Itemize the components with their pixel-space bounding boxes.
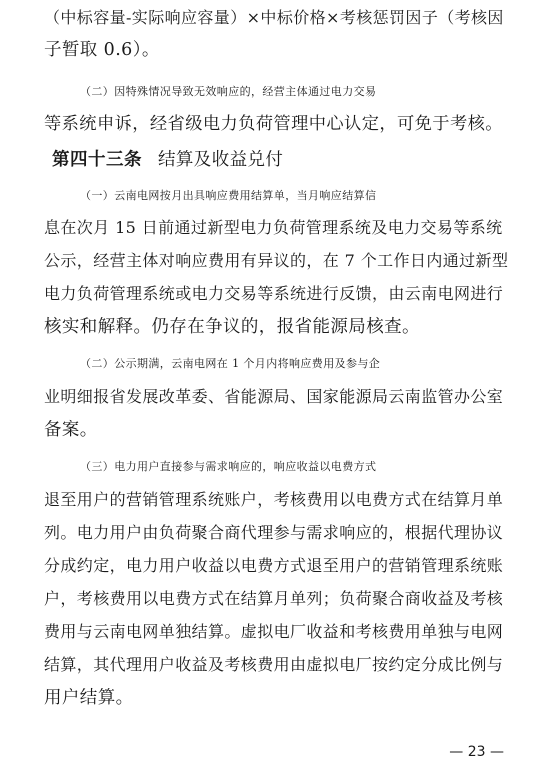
body-line: 业明细报省发展改革委、省能源局、国家能源局云南监管办公室 — [44, 387, 504, 406]
body-line: 费用与云南电网单独结算。虚拟电厂收益和考核费用单独与电网 — [44, 622, 504, 641]
body-line: 电力负荷管理系统或电力交易等系统进行反馈，由云南电网进行 — [44, 284, 504, 303]
body-line: 用户结算。 — [44, 688, 134, 708]
body-line: （中标容量-实际响应容量）×中标价格×考核惩罚因子（考核因 — [44, 8, 504, 27]
body-line: 退至用户的营销管理系统账户，考核费用以电费方式在结算月单 — [44, 490, 504, 509]
body-line: 等系统申诉，经省级电力负荷管理中心认定，可免于考核。 — [44, 114, 503, 134]
body-line: 列。电力用户由负荷聚合商代理参与需求响应的，根据代理协议 — [44, 523, 504, 542]
body-line: 户，考核费用以电费方式在结算月单列；负荷聚合商收益及考核 — [44, 589, 504, 608]
body-line: （二）公示期满，云南电网在 1 个月内将响应费用及参与企 — [80, 357, 381, 370]
body-line: 息在次月 15 日前通过新型电力负荷管理系统及电力交易等系统 — [44, 218, 503, 237]
body-line: 分成约定，电力用户收益以电费方式退至用户的营销管理系统账 — [44, 556, 504, 575]
body-line: 备案。 — [44, 420, 98, 440]
article-heading — [52, 148, 283, 172]
body-line: （三）电力用户直接参与需求响应的，响应收益以电费方式 — [80, 460, 377, 473]
body-line: 结算，其代理用户收益及考核费用由虚拟电厂按约定分成比例与 — [44, 655, 504, 674]
article-number: 第四十三条 — [52, 150, 142, 170]
page-number: — 23 — — [449, 744, 504, 760]
body-line: 子暂取 0.6）。 — [44, 40, 160, 60]
body-line: （二）因特殊情况导致无效响应的，经营主体通过电力交易 — [80, 85, 377, 98]
body-line: （一）云南电网按月出具响应费用结算单，当月响应结算信 — [80, 189, 377, 202]
body-line: 核实和解释。仍存在争议的，报省能源局核查。 — [44, 317, 420, 337]
article-title: 结算及收益兑付 — [158, 150, 284, 170]
body-line: 公示，经营主体对响应费用有异议的，在 7 个工作日内通过新型 — [44, 251, 509, 270]
